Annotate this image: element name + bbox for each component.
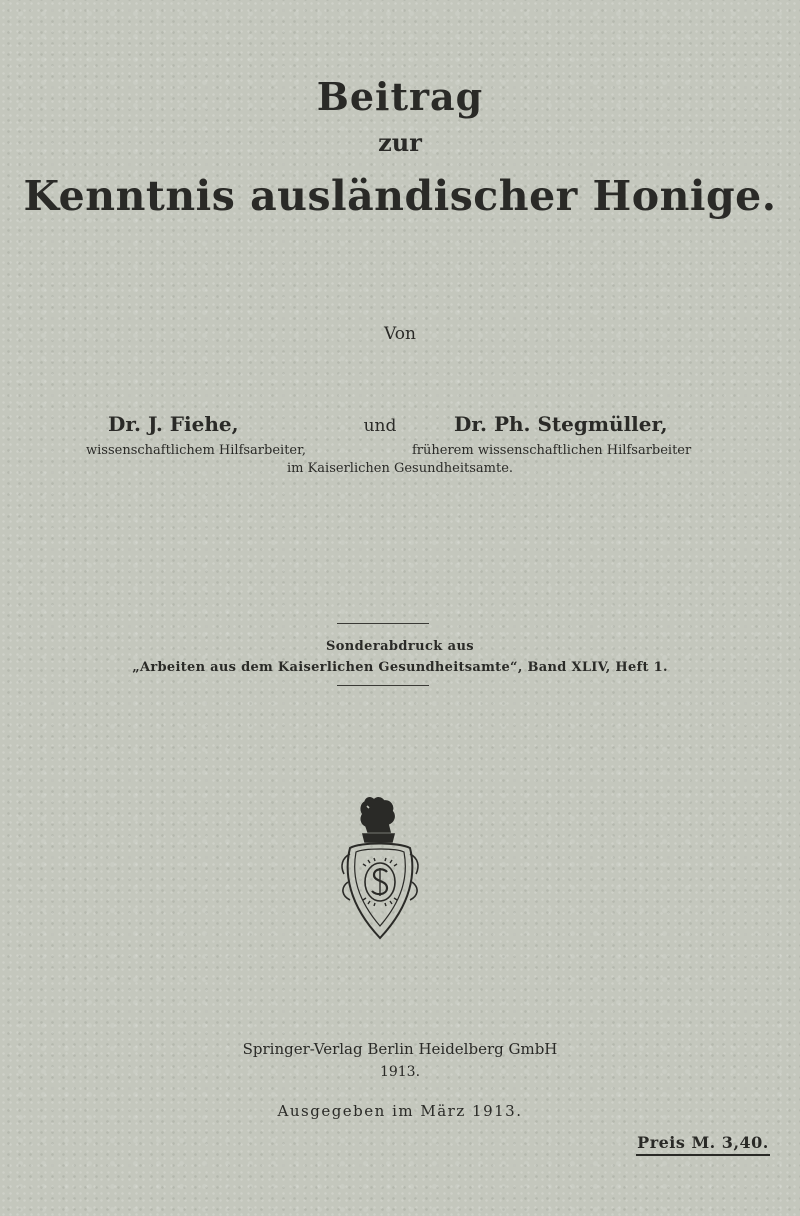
issued-date: Ausgegeben im März 1913. — [277, 1102, 523, 1120]
title-line-3: Kenntnis ausländischer Honige. — [23, 172, 777, 220]
divider-top — [337, 623, 429, 624]
author-left-name: Dr. J. Fiehe, — [108, 412, 239, 436]
publication-year: 1913. — [379, 1064, 421, 1080]
author-right-name: Dr. Ph. Stegmüller, — [454, 412, 668, 436]
title-line-2: zur — [378, 128, 422, 157]
title-line-1: Beitrag — [316, 74, 484, 119]
reprint-line-2: „Arbeiten aus dem Kaiserlichen Gesundheitsamte“, Band XLIV, Heft 1. — [132, 660, 668, 675]
by-label: Von — [384, 324, 416, 344]
springer-knight-emblem-icon — [330, 792, 430, 952]
divider-bottom — [337, 685, 429, 686]
author-left-role: wissenschaftlichem Hilfsarbeiter, — [86, 443, 307, 458]
price-label: Preis M. 3,40. — [636, 1133, 770, 1156]
publisher-name: Springer-Verlag Berlin Heidelberg GmbH — [242, 1040, 558, 1058]
author-conjunction: und — [363, 416, 397, 436]
reprint-line-1: Sonderabdruck aus — [325, 639, 475, 654]
author-right-role: früherem wissenschaftlichen Hilfsarbeiter — [412, 443, 692, 458]
author-institution: im Kaiserlichen Gesundheitsamte. — [286, 461, 514, 476]
